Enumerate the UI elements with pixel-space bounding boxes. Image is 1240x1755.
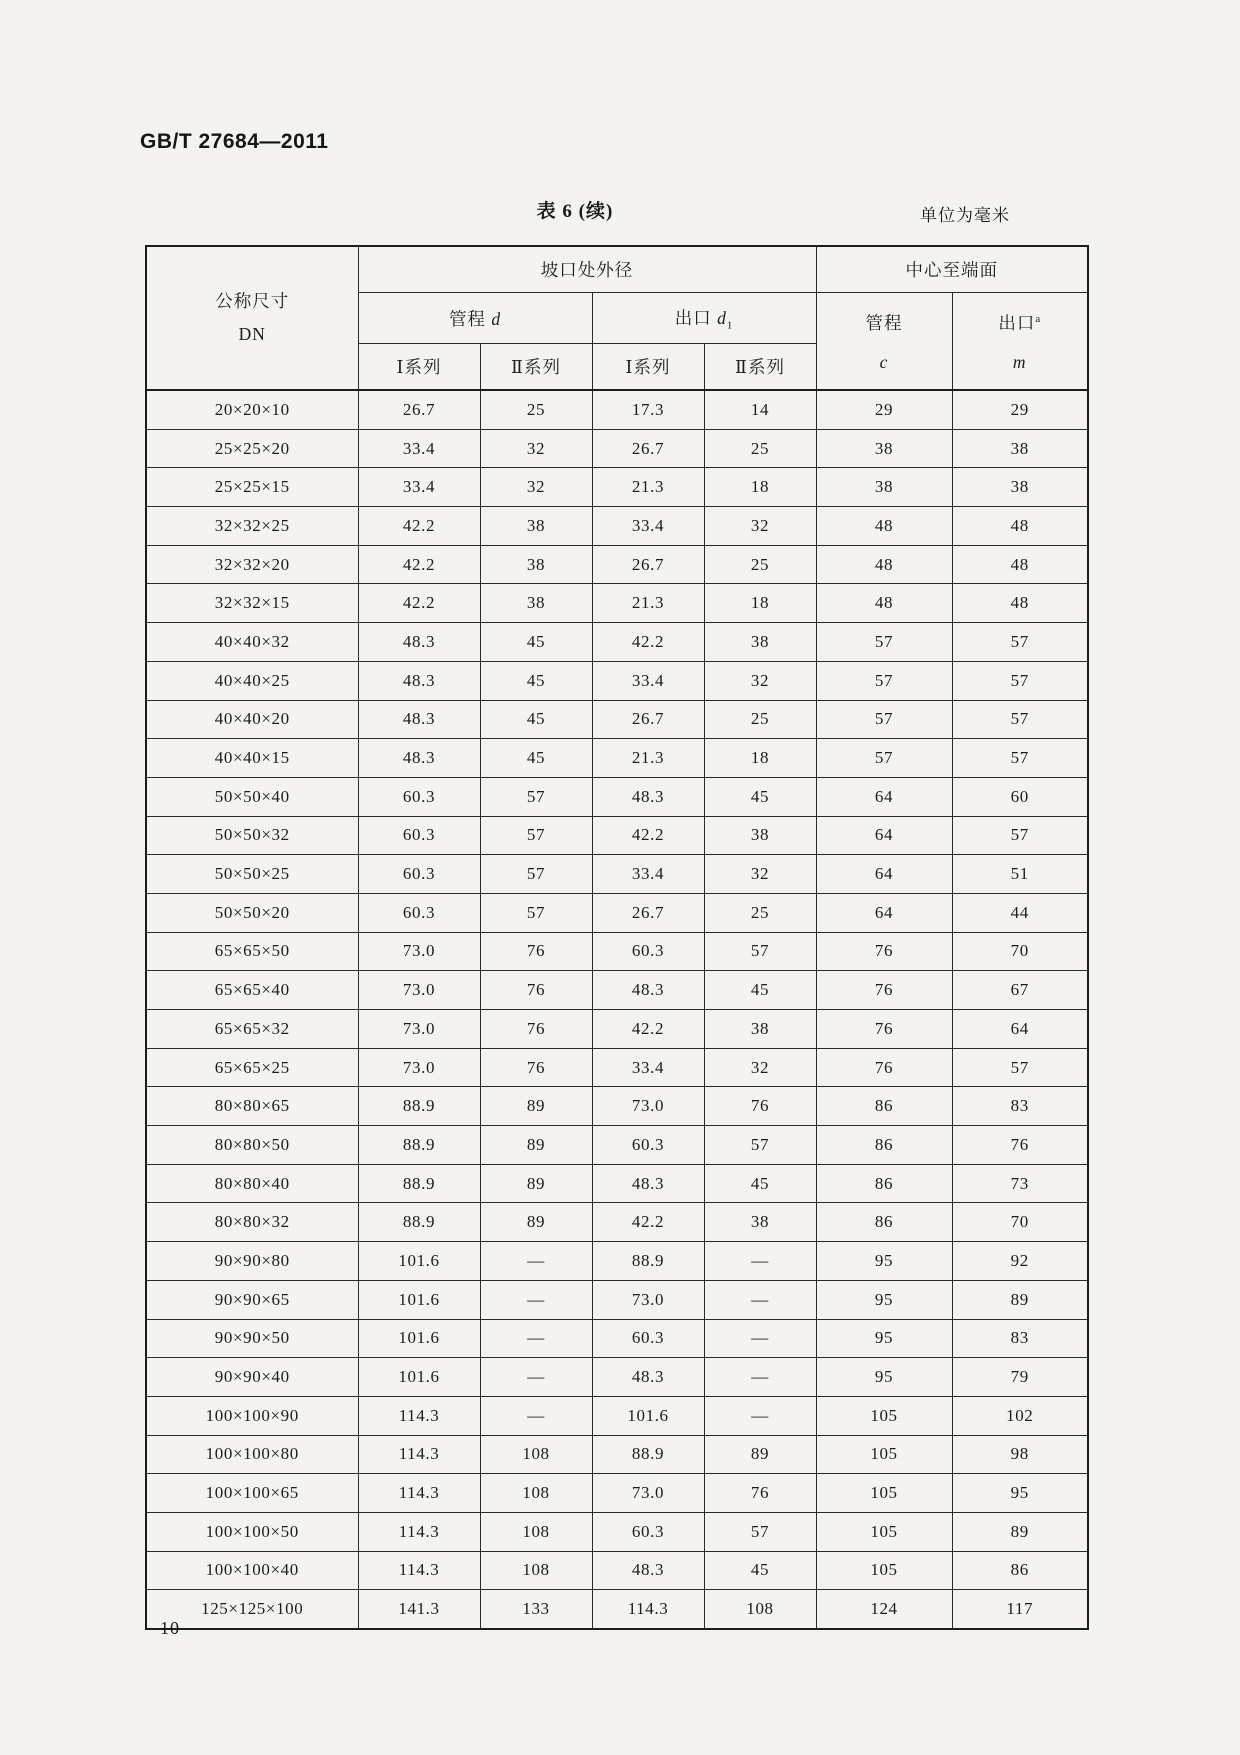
cell-m: 57 bbox=[952, 739, 1088, 778]
cell-c: 86 bbox=[816, 1164, 952, 1203]
cell-d-series-i: 60.3 bbox=[358, 816, 480, 855]
cell-d-series-ii: 57 bbox=[480, 777, 592, 816]
cell-m: 92 bbox=[952, 1242, 1088, 1281]
cell-d-series-ii: 89 bbox=[480, 1126, 592, 1165]
cell-m: 117 bbox=[952, 1590, 1088, 1629]
cell-d-series-i: 42.2 bbox=[358, 584, 480, 623]
table-row bbox=[146, 661, 1088, 700]
cell-d1-series-i: 60.3 bbox=[592, 932, 704, 971]
cell-d1-series-ii: 18 bbox=[704, 584, 816, 623]
cell-m: 70 bbox=[952, 932, 1088, 971]
header-center-outlet-label: 出口$^a$ bbox=[998, 312, 1042, 333]
cell-d-series-i: 114.3 bbox=[358, 1551, 480, 1590]
cell-dn: 90×90×40 bbox=[146, 1358, 358, 1397]
cell-d-series-i: 73.0 bbox=[358, 1048, 480, 1087]
cell-d1-series-i: 42.2 bbox=[592, 1203, 704, 1242]
cell-dn: 80×80×50 bbox=[146, 1126, 358, 1165]
cell-d-series-i: 26.7 bbox=[358, 390, 480, 429]
cell-d1-series-i: 26.7 bbox=[592, 545, 704, 584]
cell-m: 83 bbox=[952, 1319, 1088, 1358]
table-row bbox=[146, 1358, 1088, 1397]
cell-m: 89 bbox=[952, 1512, 1088, 1551]
cell-m: 48 bbox=[952, 584, 1088, 623]
cell-d-series-i: 88.9 bbox=[358, 1164, 480, 1203]
table-row bbox=[146, 429, 1088, 468]
cell-d-series-ii: — bbox=[480, 1280, 592, 1319]
cell-m: 70 bbox=[952, 1203, 1088, 1242]
cell-d-series-i: 88.9 bbox=[358, 1126, 480, 1165]
cell-dn: 20×20×10 bbox=[146, 390, 358, 429]
table-row bbox=[146, 390, 1088, 429]
table-row bbox=[146, 1435, 1088, 1474]
cell-d1-series-i: 48.3 bbox=[592, 1551, 704, 1590]
cell-d1-series-ii: 38 bbox=[704, 1010, 816, 1049]
header-center-outlet-footnote: a bbox=[1035, 312, 1042, 325]
cell-d-series-i: 48.3 bbox=[358, 623, 480, 662]
table-row bbox=[146, 468, 1088, 507]
header-center-run-label: 管程 bbox=[865, 312, 903, 333]
cell-dn: 40×40×32 bbox=[146, 623, 358, 662]
table-row bbox=[146, 700, 1088, 739]
table-row bbox=[146, 932, 1088, 971]
table-row bbox=[146, 1048, 1088, 1087]
table-body bbox=[146, 390, 1088, 1629]
cell-d1-series-i: 114.3 bbox=[592, 1590, 704, 1629]
cell-m: 83 bbox=[952, 1087, 1088, 1126]
cell-d1-series-ii: 18 bbox=[704, 468, 816, 507]
cell-d1-series-ii: 14 bbox=[704, 390, 816, 429]
cell-d1-series-i: 60.3 bbox=[592, 1512, 704, 1551]
cell-d1-series-i: 42.2 bbox=[592, 623, 704, 662]
cell-d-series-ii: 57 bbox=[480, 893, 592, 932]
cell-dn: 65×65×40 bbox=[146, 971, 358, 1010]
cell-d-series-i: 114.3 bbox=[358, 1512, 480, 1551]
cell-d1-series-ii: 76 bbox=[704, 1474, 816, 1513]
page-number: 10 bbox=[160, 1618, 180, 1638]
cell-d-series-i: 73.0 bbox=[358, 932, 480, 971]
cell-d1-series-i: 60.3 bbox=[592, 1126, 704, 1165]
header-center-run-var: c bbox=[879, 351, 889, 372]
cell-c: 64 bbox=[816, 855, 952, 894]
cell-d1-series-ii: 76 bbox=[704, 1087, 816, 1126]
cell-d-series-i: 101.6 bbox=[358, 1242, 480, 1281]
table-row bbox=[146, 1010, 1088, 1049]
cell-m: 57 bbox=[952, 700, 1088, 739]
cell-m: 60 bbox=[952, 777, 1088, 816]
cell-d-series-i: 60.3 bbox=[358, 893, 480, 932]
cell-d1-series-ii: 18 bbox=[704, 739, 816, 778]
cell-m: 95 bbox=[952, 1474, 1088, 1513]
cell-c: 95 bbox=[816, 1319, 952, 1358]
cell-d-series-ii: — bbox=[480, 1242, 592, 1281]
cell-d-series-i: 73.0 bbox=[358, 1010, 480, 1049]
table-title: 表 6 (续) bbox=[536, 201, 614, 222]
table-header bbox=[146, 246, 1088, 390]
cell-d1-series-ii: 108 bbox=[704, 1590, 816, 1629]
cell-d1-series-ii: 45 bbox=[704, 1551, 816, 1590]
cell-m: 64 bbox=[952, 1010, 1088, 1049]
cell-d1-series-ii: 57 bbox=[704, 1126, 816, 1165]
header-group-bevel-od: 坡口处外径 bbox=[358, 246, 816, 293]
cell-d1-series-ii: — bbox=[704, 1242, 816, 1281]
cell-d1-series-i: 48.3 bbox=[592, 1358, 704, 1397]
header-outlet-d1 bbox=[592, 293, 816, 344]
cell-d1-series-i: 21.3 bbox=[592, 584, 704, 623]
cell-d1-series-i: 73.0 bbox=[592, 1474, 704, 1513]
cell-d1-series-ii: 25 bbox=[704, 545, 816, 584]
cell-dn: 80×80×40 bbox=[146, 1164, 358, 1203]
cell-dn: 65×65×25 bbox=[146, 1048, 358, 1087]
cell-d1-series-ii: 25 bbox=[704, 700, 816, 739]
cell-m: 44 bbox=[952, 893, 1088, 932]
cell-dn: 100×100×90 bbox=[146, 1396, 358, 1435]
cell-dn: 90×90×65 bbox=[146, 1280, 358, 1319]
cell-dn: 80×80×65 bbox=[146, 1087, 358, 1126]
cell-d-series-i: 88.9 bbox=[358, 1087, 480, 1126]
cell-m: 57 bbox=[952, 661, 1088, 700]
cell-d1-series-ii: 32 bbox=[704, 507, 816, 546]
cell-d1-series-i: 48.3 bbox=[592, 777, 704, 816]
cell-c: 76 bbox=[816, 1010, 952, 1049]
cell-dn: 50×50×32 bbox=[146, 816, 358, 855]
cell-c: 57 bbox=[816, 700, 952, 739]
cell-d-series-ii: 32 bbox=[480, 429, 592, 468]
cell-d-series-ii: 108 bbox=[480, 1551, 592, 1590]
cell-dn: 40×40×20 bbox=[146, 700, 358, 739]
table-row bbox=[146, 545, 1088, 584]
cell-dn: 90×90×50 bbox=[146, 1319, 358, 1358]
cell-dn: 100×100×80 bbox=[146, 1435, 358, 1474]
cell-d-series-ii: 76 bbox=[480, 1010, 592, 1049]
standard-number: GB/T 27684—2011 bbox=[140, 130, 329, 153]
cell-m: 98 bbox=[952, 1435, 1088, 1474]
cell-dn: 25×25×15 bbox=[146, 468, 358, 507]
cell-dn: 32×32×20 bbox=[146, 545, 358, 584]
cell-d1-series-ii: 38 bbox=[704, 816, 816, 855]
header-row-groups bbox=[146, 246, 1088, 293]
cell-dn: 80×80×32 bbox=[146, 1203, 358, 1242]
cell-d-series-i: 42.2 bbox=[358, 545, 480, 584]
table-row bbox=[146, 1590, 1088, 1629]
cell-c: 48 bbox=[816, 584, 952, 623]
cell-c: 57 bbox=[816, 623, 952, 662]
cell-d1-series-ii: 25 bbox=[704, 429, 816, 468]
cell-d1-series-ii: 89 bbox=[704, 1435, 816, 1474]
cell-dn: 100×100×40 bbox=[146, 1551, 358, 1590]
table-row bbox=[146, 1087, 1088, 1126]
cell-d1-series-i: 33.4 bbox=[592, 855, 704, 894]
cell-d-series-i: 114.3 bbox=[358, 1474, 480, 1513]
table-row bbox=[146, 623, 1088, 662]
cell-d-series-i: 48.3 bbox=[358, 700, 480, 739]
cell-d-series-ii: — bbox=[480, 1396, 592, 1435]
table-row bbox=[146, 1512, 1088, 1551]
cell-c: 95 bbox=[816, 1358, 952, 1397]
header-group-center-to-end: 中心至端面 bbox=[816, 246, 1088, 293]
cell-d1-series-i: 33.4 bbox=[592, 1048, 704, 1087]
cell-dn: 50×50×25 bbox=[146, 855, 358, 894]
cell-m: 51 bbox=[952, 855, 1088, 894]
table-row bbox=[146, 507, 1088, 546]
table-row bbox=[146, 816, 1088, 855]
cell-dn: 90×90×80 bbox=[146, 1242, 358, 1281]
cell-d-series-ii: 32 bbox=[480, 468, 592, 507]
cell-m: 48 bbox=[952, 545, 1088, 584]
cell-d1-series-i: 42.2 bbox=[592, 1010, 704, 1049]
cell-d-series-i: 114.3 bbox=[358, 1435, 480, 1474]
cell-c: 105 bbox=[816, 1551, 952, 1590]
cell-d-series-ii: 57 bbox=[480, 855, 592, 894]
cell-d1-series-ii: 38 bbox=[704, 623, 816, 662]
cell-d-series-i: 42.2 bbox=[358, 507, 480, 546]
table-row bbox=[146, 584, 1088, 623]
cell-d1-series-ii: — bbox=[704, 1319, 816, 1358]
dimension-table bbox=[145, 245, 1089, 1630]
cell-d-series-ii: — bbox=[480, 1319, 592, 1358]
cell-dn: 100×100×65 bbox=[146, 1474, 358, 1513]
cell-d-series-ii: 45 bbox=[480, 739, 592, 778]
cell-c: 95 bbox=[816, 1280, 952, 1319]
table-row bbox=[146, 1203, 1088, 1242]
cell-d1-series-ii: 45 bbox=[704, 777, 816, 816]
cell-m: 57 bbox=[952, 623, 1088, 662]
header-center-outlet-var: m bbox=[1012, 351, 1027, 372]
cell-m: 38 bbox=[952, 429, 1088, 468]
cell-m: 89 bbox=[952, 1280, 1088, 1319]
cell-c: 57 bbox=[816, 739, 952, 778]
header-nominal-size-symbol: DN bbox=[238, 324, 266, 344]
cell-c: 105 bbox=[816, 1474, 952, 1513]
cell-d-series-ii: 45 bbox=[480, 661, 592, 700]
cell-c: 29 bbox=[816, 390, 952, 429]
cell-d1-series-ii: 25 bbox=[704, 893, 816, 932]
cell-dn: 65×65×32 bbox=[146, 1010, 358, 1049]
cell-dn: 65×65×50 bbox=[146, 932, 358, 971]
cell-d1-series-ii: 57 bbox=[704, 1512, 816, 1551]
cell-dn: 50×50×20 bbox=[146, 893, 358, 932]
header-run-d-label: 管程 bbox=[448, 308, 486, 329]
cell-c: 76 bbox=[816, 971, 952, 1010]
cell-d1-series-i: 26.7 bbox=[592, 429, 704, 468]
header-outlet-d1-var: d bbox=[717, 307, 727, 328]
cell-d-series-i: 73.0 bbox=[358, 971, 480, 1010]
header-d-series-i: Ⅰ系列 bbox=[358, 344, 480, 391]
cell-d-series-ii: 108 bbox=[480, 1474, 592, 1513]
cell-d-series-ii: 76 bbox=[480, 932, 592, 971]
cell-d-series-ii: 133 bbox=[480, 1590, 592, 1629]
cell-dn: 50×50×40 bbox=[146, 777, 358, 816]
cell-c: 64 bbox=[816, 816, 952, 855]
cell-c: 38 bbox=[816, 468, 952, 507]
header-run-d-var: d bbox=[491, 308, 502, 329]
table-row bbox=[146, 1551, 1088, 1590]
cell-c: 105 bbox=[816, 1512, 952, 1551]
cell-d1-series-ii: 32 bbox=[704, 855, 816, 894]
table-row bbox=[146, 1280, 1088, 1319]
table-row bbox=[146, 971, 1088, 1010]
cell-c: 86 bbox=[816, 1203, 952, 1242]
cell-d-series-i: 33.4 bbox=[358, 429, 480, 468]
cell-d1-series-i: 88.9 bbox=[592, 1435, 704, 1474]
cell-dn: 125×125×100 bbox=[146, 1590, 358, 1629]
cell-c: 38 bbox=[816, 429, 952, 468]
cell-c: 64 bbox=[816, 893, 952, 932]
cell-d1-series-ii: 57 bbox=[704, 932, 816, 971]
cell-m: 73 bbox=[952, 1164, 1088, 1203]
cell-d-series-i: 60.3 bbox=[358, 855, 480, 894]
cell-d1-series-i: 42.2 bbox=[592, 816, 704, 855]
table-row bbox=[146, 893, 1088, 932]
cell-d1-series-i: 73.0 bbox=[592, 1087, 704, 1126]
header-run-d bbox=[358, 293, 592, 344]
cell-m: 76 bbox=[952, 1126, 1088, 1165]
cell-d1-series-i: 33.4 bbox=[592, 661, 704, 700]
cell-c: 76 bbox=[816, 1048, 952, 1087]
cell-d-series-ii: 25 bbox=[480, 390, 592, 429]
cell-m: 57 bbox=[952, 816, 1088, 855]
header-d-series-ii: Ⅱ系列 bbox=[480, 344, 592, 391]
cell-dn: 25×25×20 bbox=[146, 429, 358, 468]
unit-note: 单位为毫米 bbox=[920, 206, 1010, 225]
table-row bbox=[146, 1396, 1088, 1435]
header-outlet-d1-label: 出口 bbox=[674, 307, 712, 328]
cell-d1-series-i: 60.3 bbox=[592, 1319, 704, 1358]
cell-d-series-ii: 108 bbox=[480, 1435, 592, 1474]
header-outlet-d1-sub: 1 bbox=[726, 319, 734, 332]
cell-m: 57 bbox=[952, 1048, 1088, 1087]
cell-d-series-i: 88.9 bbox=[358, 1203, 480, 1242]
cell-d-series-i: 101.6 bbox=[358, 1319, 480, 1358]
cell-d1-series-i: 17.3 bbox=[592, 390, 704, 429]
cell-m: 48 bbox=[952, 507, 1088, 546]
header-center-outlet-m bbox=[952, 293, 1088, 391]
cell-dn: 100×100×50 bbox=[146, 1512, 358, 1551]
cell-d1-series-ii: — bbox=[704, 1396, 816, 1435]
cell-d1-series-i: 101.6 bbox=[592, 1396, 704, 1435]
cell-d-series-ii: 89 bbox=[480, 1164, 592, 1203]
cell-d1-series-i: 26.7 bbox=[592, 893, 704, 932]
cell-d-series-i: 33.4 bbox=[358, 468, 480, 507]
cell-d-series-ii: 38 bbox=[480, 545, 592, 584]
cell-d-series-ii: 57 bbox=[480, 816, 592, 855]
cell-d-series-i: 114.3 bbox=[358, 1396, 480, 1435]
cell-m: 67 bbox=[952, 971, 1088, 1010]
cell-c: 86 bbox=[816, 1126, 952, 1165]
cell-dn: 40×40×25 bbox=[146, 661, 358, 700]
cell-d-series-ii: 76 bbox=[480, 1048, 592, 1087]
table-row bbox=[146, 1164, 1088, 1203]
cell-m: 29 bbox=[952, 390, 1088, 429]
header-nominal-size-label: 公称尺寸 bbox=[215, 290, 290, 311]
cell-d1-series-ii: — bbox=[704, 1280, 816, 1319]
cell-dn: 40×40×15 bbox=[146, 739, 358, 778]
cell-d-series-ii: 45 bbox=[480, 623, 592, 662]
cell-c: 105 bbox=[816, 1396, 952, 1435]
header-center-run-c bbox=[816, 293, 952, 391]
cell-c: 48 bbox=[816, 545, 952, 584]
cell-d1-series-ii: — bbox=[704, 1358, 816, 1397]
cell-m: 86 bbox=[952, 1551, 1088, 1590]
cell-d1-series-i: 88.9 bbox=[592, 1242, 704, 1281]
cell-d-series-ii: 45 bbox=[480, 700, 592, 739]
cell-d-series-ii: 89 bbox=[480, 1087, 592, 1126]
header-d1-series-ii: Ⅱ系列 bbox=[704, 344, 816, 391]
cell-m: 79 bbox=[952, 1358, 1088, 1397]
cell-d-series-i: 101.6 bbox=[358, 1280, 480, 1319]
cell-d1-series-ii: 38 bbox=[704, 1203, 816, 1242]
cell-c: 95 bbox=[816, 1242, 952, 1281]
cell-d-series-ii: 38 bbox=[480, 584, 592, 623]
cell-c: 86 bbox=[816, 1087, 952, 1126]
cell-d1-series-i: 48.3 bbox=[592, 971, 704, 1010]
cell-d1-series-i: 48.3 bbox=[592, 1164, 704, 1203]
cell-c: 48 bbox=[816, 507, 952, 546]
cell-d-series-i: 101.6 bbox=[358, 1358, 480, 1397]
cell-c: 76 bbox=[816, 932, 952, 971]
cell-d-series-ii: — bbox=[480, 1358, 592, 1397]
cell-d-series-ii: 108 bbox=[480, 1512, 592, 1551]
table-row bbox=[146, 1474, 1088, 1513]
cell-d1-series-i: 26.7 bbox=[592, 700, 704, 739]
cell-d1-series-i: 73.0 bbox=[592, 1280, 704, 1319]
cell-c: 57 bbox=[816, 661, 952, 700]
cell-c: 124 bbox=[816, 1590, 952, 1629]
header-d1-series-i: Ⅰ系列 bbox=[592, 344, 704, 391]
table-row bbox=[146, 1242, 1088, 1281]
cell-d1-series-i: 21.3 bbox=[592, 739, 704, 778]
cell-m: 38 bbox=[952, 468, 1088, 507]
cell-d1-series-ii: 32 bbox=[704, 1048, 816, 1087]
table-row bbox=[146, 855, 1088, 894]
cell-dn: 32×32×25 bbox=[146, 507, 358, 546]
cell-d-series-i: 48.3 bbox=[358, 661, 480, 700]
cell-d1-series-ii: 32 bbox=[704, 661, 816, 700]
cell-d1-series-ii: 45 bbox=[704, 971, 816, 1010]
cell-d1-series-i: 33.4 bbox=[592, 507, 704, 546]
cell-m: 102 bbox=[952, 1396, 1088, 1435]
cell-d1-series-ii: 45 bbox=[704, 1164, 816, 1203]
cell-d-series-i: 60.3 bbox=[358, 777, 480, 816]
cell-d-series-ii: 89 bbox=[480, 1203, 592, 1242]
table-row bbox=[146, 1319, 1088, 1358]
cell-d-series-ii: 38 bbox=[480, 507, 592, 546]
cell-c: 105 bbox=[816, 1435, 952, 1474]
table-row bbox=[146, 739, 1088, 778]
cell-d-series-i: 48.3 bbox=[358, 739, 480, 778]
header-nominal-size bbox=[146, 246, 358, 390]
table-row bbox=[146, 777, 1088, 816]
cell-d1-series-i: 21.3 bbox=[592, 468, 704, 507]
cell-d-series-i: 141.3 bbox=[358, 1590, 480, 1629]
cell-dn: 32×32×15 bbox=[146, 584, 358, 623]
cell-d-series-ii: 76 bbox=[480, 971, 592, 1010]
table-row bbox=[146, 1126, 1088, 1165]
cell-c: 64 bbox=[816, 777, 952, 816]
